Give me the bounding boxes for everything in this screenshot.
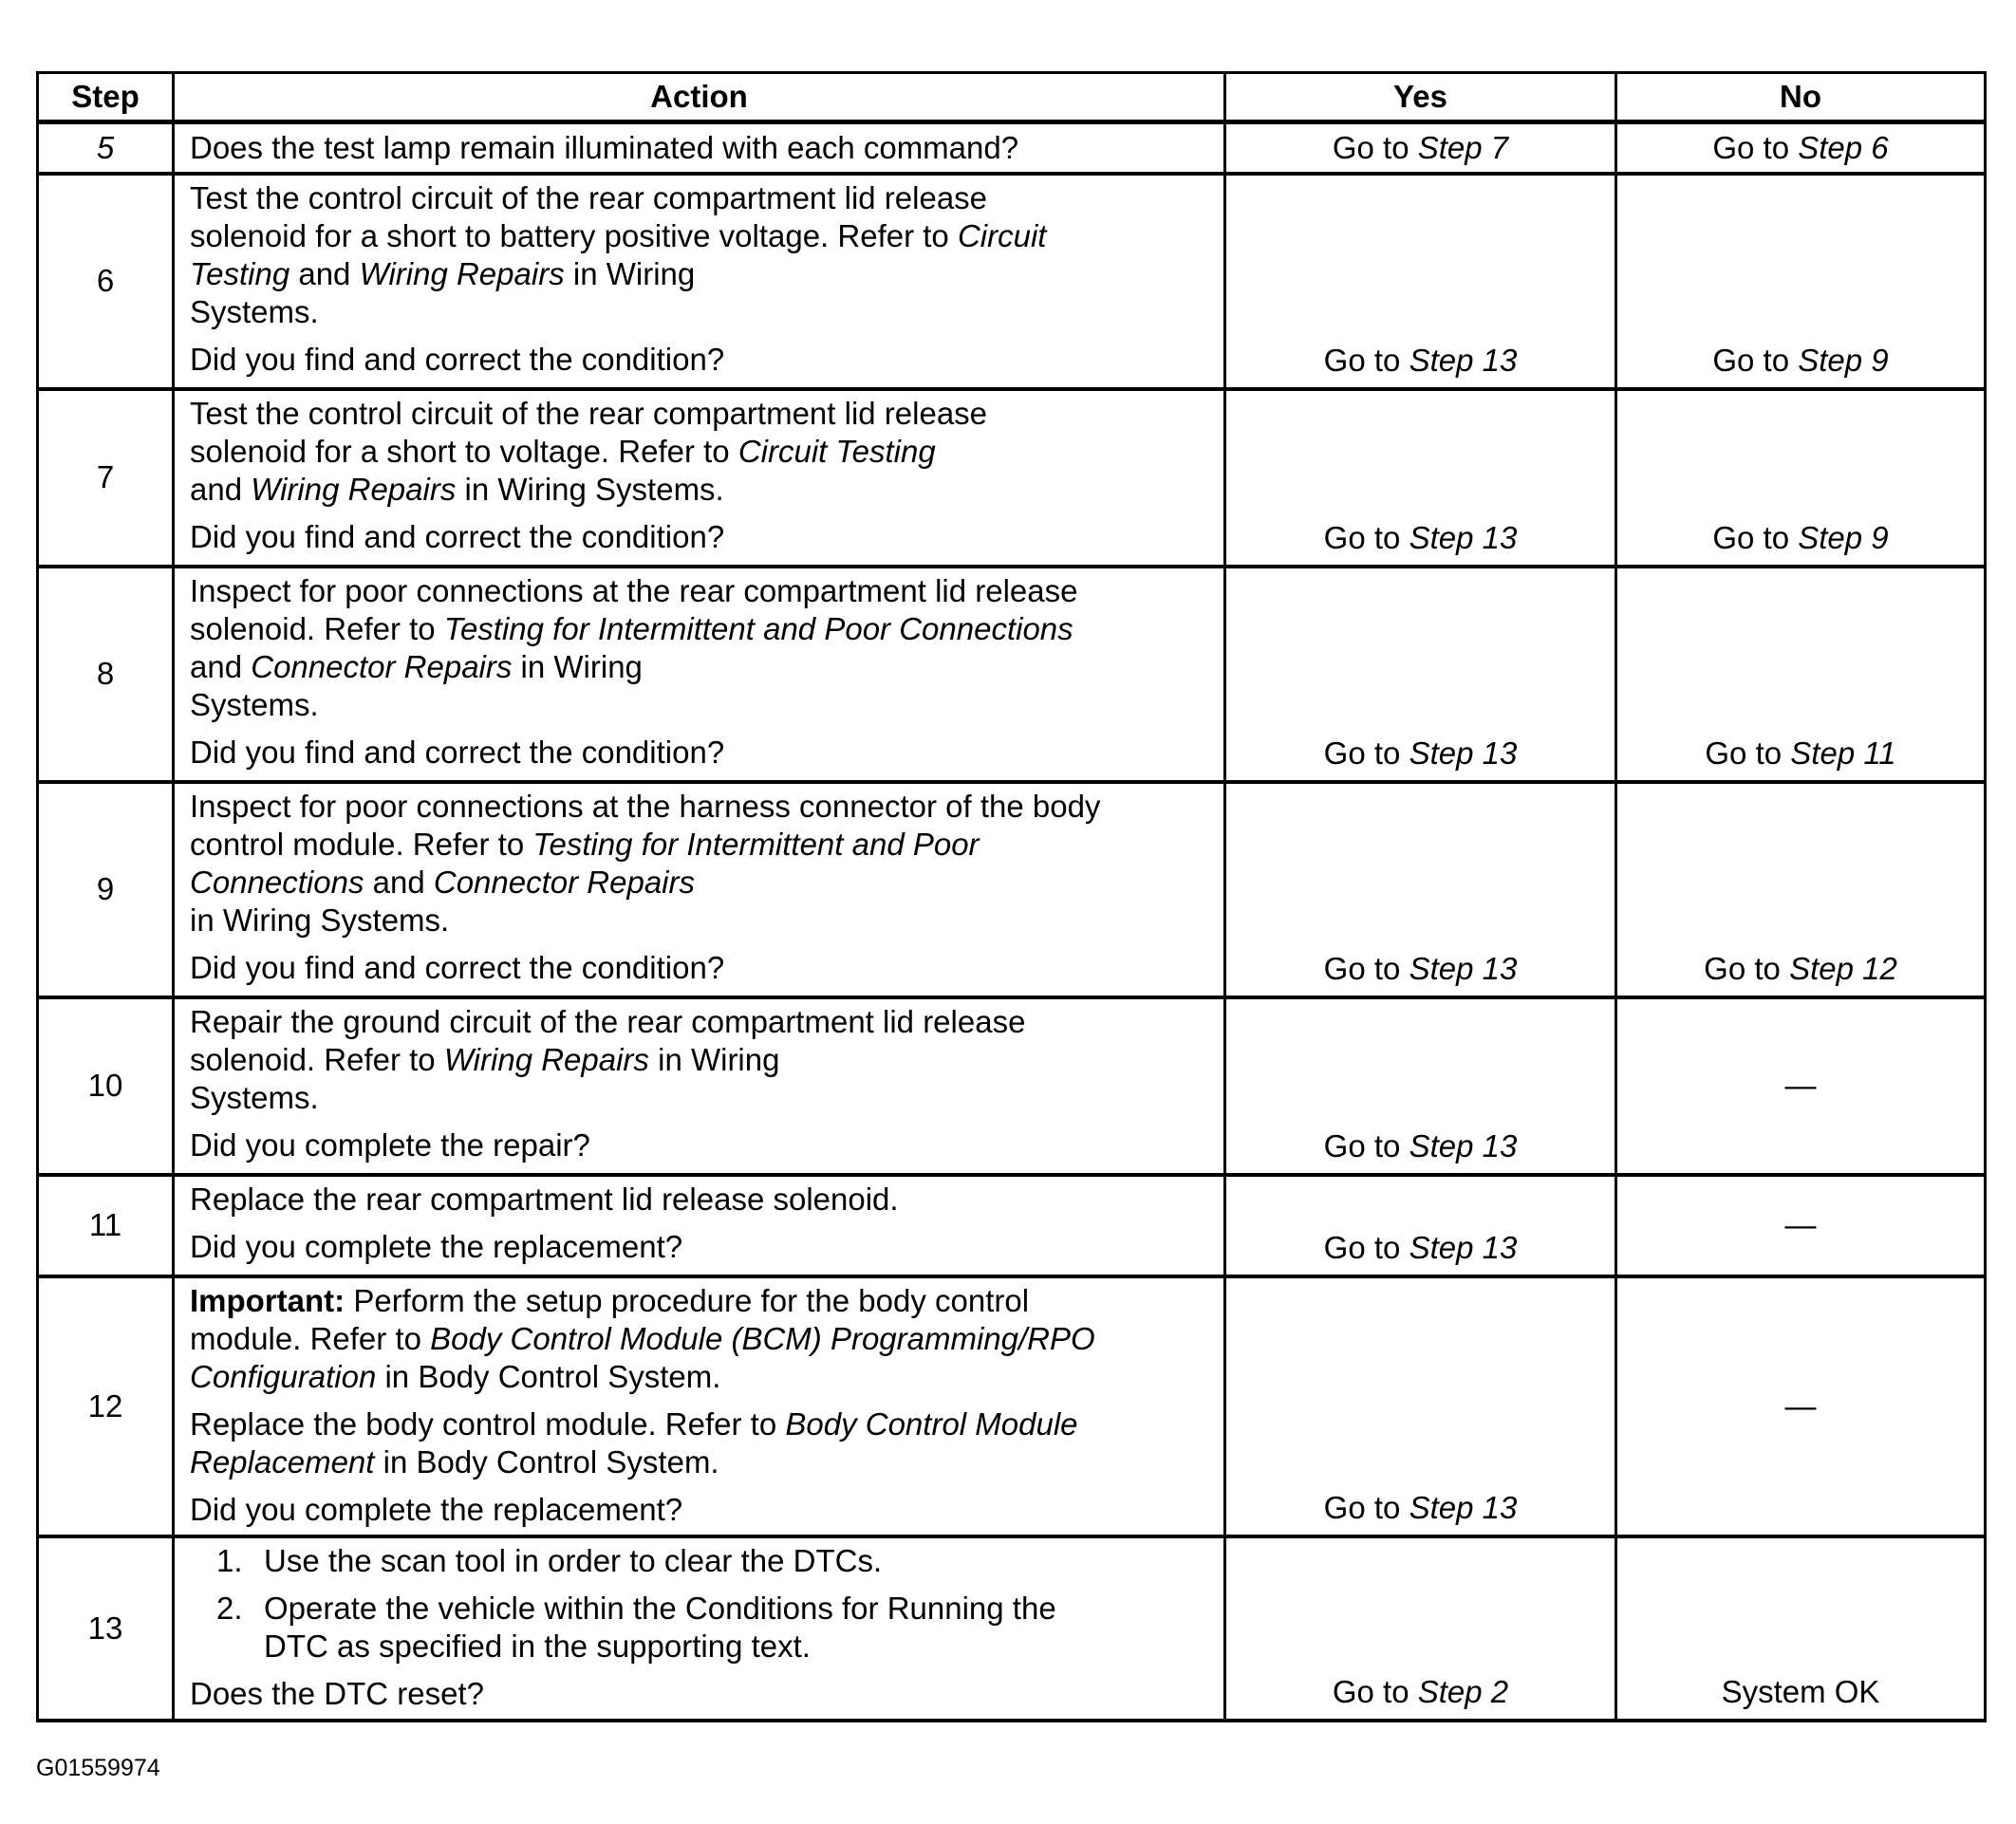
no-cell: —: [1616, 997, 1986, 1175]
yes-step-ref: Step 13: [1409, 519, 1518, 555]
yes-step-ref: Step 13: [1409, 342, 1518, 378]
yes-cell: Go to Step 13: [1225, 997, 1616, 1175]
action-question: Did you complete the replacement?: [190, 1228, 683, 1264]
no-step-ref: Step 11: [1790, 735, 1896, 771]
step-number: 11: [38, 1175, 174, 1276]
step-number: 10: [38, 997, 174, 1175]
no-cell: Go to Step 11: [1616, 567, 1986, 782]
yes-cell: Go to Step 13: [1225, 1175, 1616, 1276]
yes-step-ref: Step 13: [1409, 1489, 1518, 1525]
yes-step-ref: Step 13: [1409, 735, 1518, 771]
table-row: [38, 997, 1986, 1175]
yes-step-ref: Step 13: [1409, 950, 1518, 986]
step-number: 13: [38, 1536, 174, 1721]
header-step: Step: [38, 73, 174, 122]
yes-cell: Go to Step 2: [1225, 1536, 1616, 1721]
table-row: [38, 122, 1986, 174]
header-yes: Yes: [1225, 73, 1616, 122]
step-number: 9: [38, 782, 174, 997]
action-cell: [174, 1536, 1225, 1721]
action-question: Did you find and correct the condition?: [190, 518, 725, 554]
step-number: 6: [38, 174, 174, 389]
action-question: Did you find and correct the condition?: [190, 949, 725, 985]
action-text: Inspect for poor connections at the harness connector of the body control module. Refer to Testing for Intermittent and Poor Connections and Connector Repairs in Wiring Systems.: [190, 788, 1101, 938]
no-step-ref: Step 9: [1798, 519, 1889, 555]
step-number: 7: [38, 389, 174, 567]
diagnostic-table: [36, 71, 1987, 1722]
table-row: [38, 567, 1986, 782]
numbered-list: [190, 1542, 1214, 1666]
no-cell: Go to Step 9: [1616, 389, 1986, 567]
yes-cell: Go to Step 13: [1225, 782, 1616, 997]
no-step-ref: Step 9: [1798, 342, 1889, 378]
table-row: [38, 1536, 1986, 1721]
action-cell: [174, 1175, 1225, 1276]
action-text: Replace the rear compartment lid release solenoid.: [190, 1181, 899, 1217]
no-cell: —: [1616, 1276, 1986, 1536]
header-no: No: [1616, 73, 1986, 122]
table-row: [38, 1175, 1986, 1276]
important-label: Important:: [190, 1282, 345, 1318]
action-question: Did you find and correct the condition?: [190, 341, 725, 377]
yes-step-ref: Step 2: [1417, 1673, 1509, 1709]
yes-step-ref: Step 13: [1409, 1127, 1518, 1163]
no-cell: Go to Step 9: [1616, 174, 1986, 389]
yes-cell: Go to Step 13: [1225, 174, 1616, 389]
action-text: Inspect for poor connections at the rear compartment lid release solenoid. Refer to Testing for Intermittent and Poor Connections and Connector Repairs in Wiring Systems.: [190, 572, 1078, 722]
action-cell: [174, 389, 1225, 567]
action-text: Replace the body control module. Refer to Body Control Module Replacement in Body Control System.: [190, 1405, 1078, 1480]
figure-id: G01559974: [36, 1755, 160, 1781]
action-cell: [174, 782, 1225, 997]
step-number: 5: [38, 122, 174, 174]
yes-cell: Go to Step 7: [1225, 122, 1616, 174]
no-cell: System OK: [1616, 1536, 1986, 1721]
no-step-ref: Step 6: [1798, 129, 1889, 165]
no-step-ref: Step 12: [1789, 950, 1897, 986]
action-cell: [174, 567, 1225, 782]
action-question: Does the DTC reset?: [190, 1675, 484, 1711]
action-text: Repair the ground circuit of the rear compartment lid release solenoid. Refer to Wiring Repairs in Wiring Systems.: [190, 1003, 1026, 1115]
action-text: Test the control circuit of the rear compartment lid release solenoid for a short to battery positive voltage. Refer to Circuit Testing and Wiring Repairs in Wiring Systems.: [190, 179, 1047, 329]
action-text: Test the control circuit of the rear compartment lid release solenoid for a short to voltage. Refer to Circuit Testing and Wiring Repairs in Wiring Systems.: [190, 395, 988, 507]
table-row: [38, 1276, 1986, 1536]
list-item: 1. Use the scan tool in order to clear the DTCs.: [216, 1542, 883, 1578]
action-cell: [174, 174, 1225, 389]
action-text: Important: Perform the setup procedure for the body control module. Refer to Body Control Module (BCM) Programming/RPO Configuration in Body Control System.: [190, 1282, 1095, 1394]
step-number: 8: [38, 567, 174, 782]
action-question: Does the test lamp remain illuminated with each command?: [190, 129, 1019, 165]
header-action: Action: [174, 73, 1225, 122]
no-cell: —: [1616, 1175, 1986, 1276]
action-question: Did you find and correct the condition?: [190, 734, 725, 770]
yes-cell: Go to Step 13: [1225, 1276, 1616, 1536]
yes-step-ref: Step 13: [1409, 1229, 1518, 1265]
action-question: Did you complete the repair?: [190, 1126, 590, 1163]
list-item: 2. Operate the vehicle within the Conditions for Running the DTC as specified in the supporting text.: [216, 1590, 1056, 1664]
table-row: [38, 782, 1986, 997]
yes-cell: Go to Step 13: [1225, 567, 1616, 782]
yes-step-ref: Step 7: [1417, 129, 1509, 165]
no-cell: Go to Step 12: [1616, 782, 1986, 997]
table-row: [38, 174, 1986, 389]
action-cell: [174, 997, 1225, 1175]
step-number: 12: [38, 1276, 174, 1536]
header-row: [38, 73, 1986, 122]
table-row: [38, 389, 1986, 567]
action-cell: [174, 1276, 1225, 1536]
action-question: Did you complete the replacement?: [190, 1491, 683, 1527]
action-cell: [174, 122, 1225, 174]
yes-cell: Go to Step 13: [1225, 389, 1616, 567]
no-cell: Go to Step 6: [1616, 122, 1986, 174]
